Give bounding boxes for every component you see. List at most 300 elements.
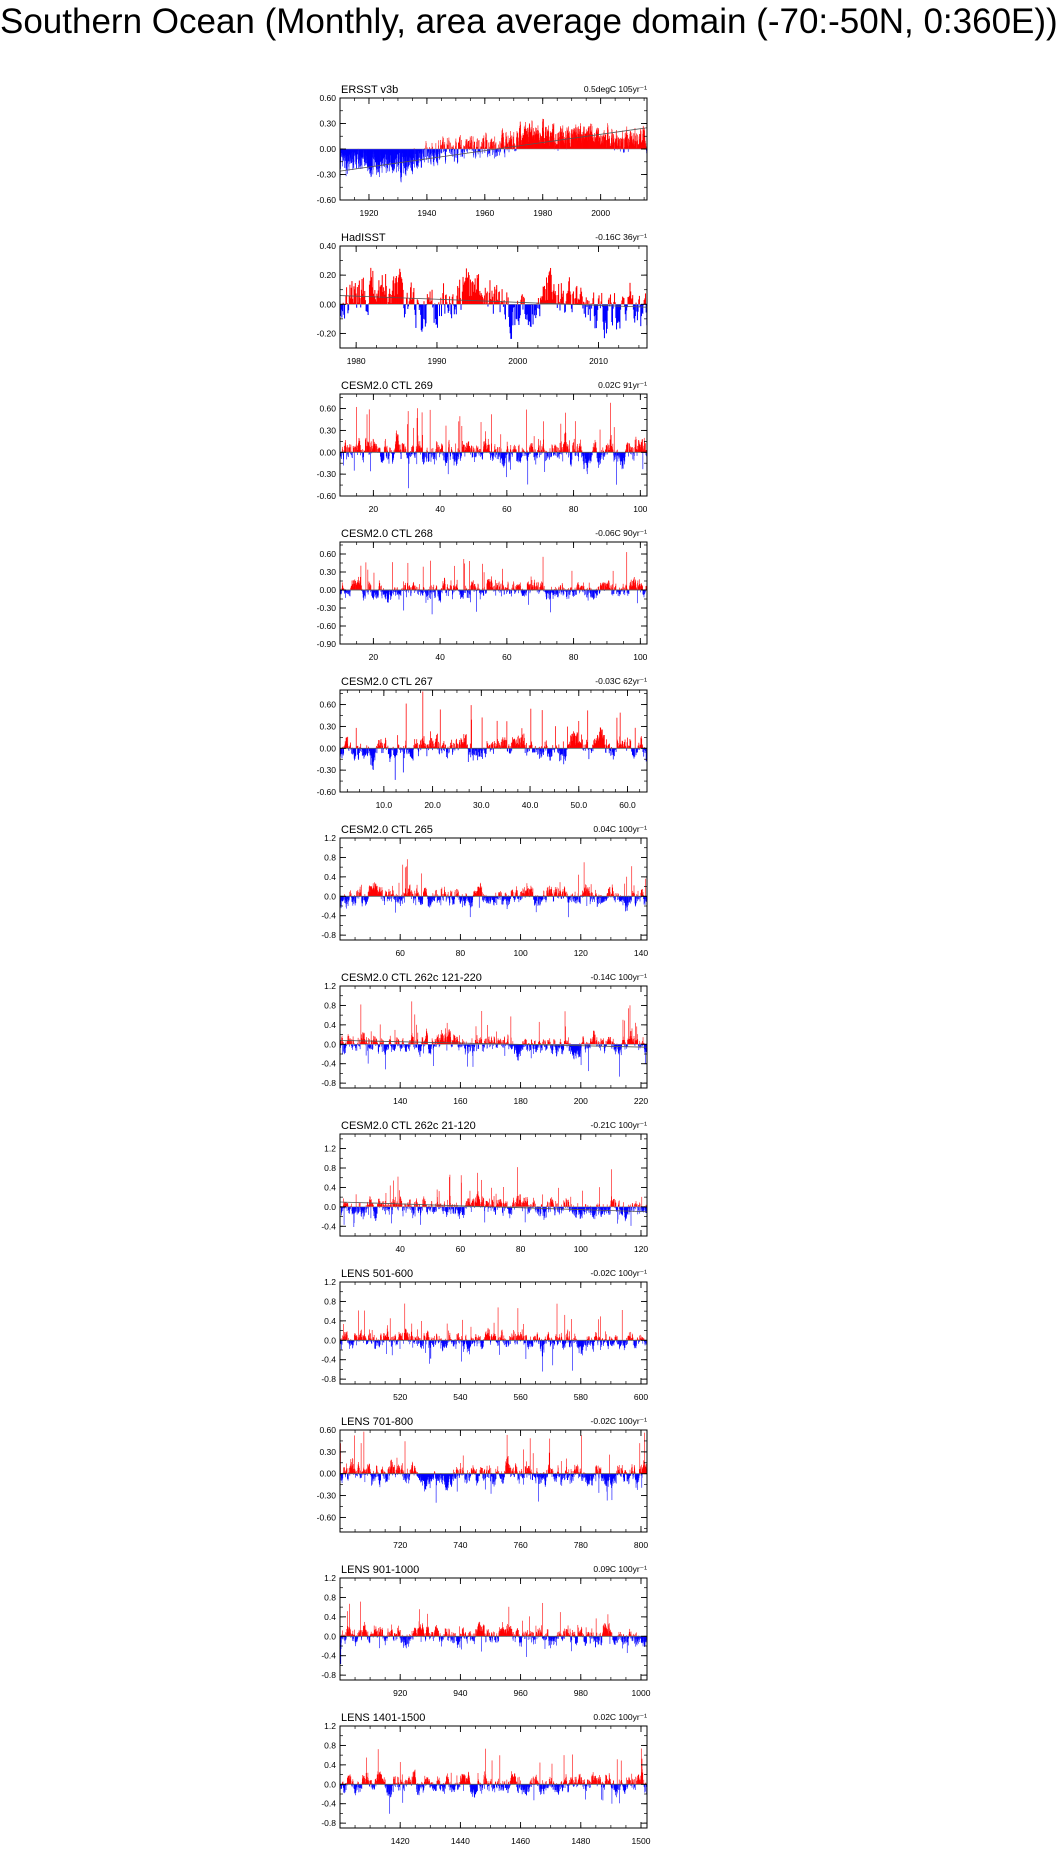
data-bar: [434, 452, 435, 464]
data-bar: [623, 138, 624, 149]
data-bar: [482, 717, 483, 748]
data-bar: [440, 449, 441, 452]
data-bar: [607, 304, 608, 310]
data-bar: [500, 590, 501, 593]
data-bar: [505, 149, 506, 157]
data-bar: [356, 728, 357, 748]
data-bar: [423, 304, 424, 319]
data-bar: [533, 304, 534, 324]
data-bar: [342, 748, 343, 754]
data-bar: [516, 304, 517, 319]
data-bar: [413, 748, 414, 760]
data-bar: [584, 304, 585, 313]
data-bar: [501, 449, 502, 453]
data-bar: [389, 590, 390, 595]
data-bar: [599, 586, 600, 590]
data-bar: [464, 149, 465, 152]
data-bar: [420, 741, 421, 749]
data-bar: [358, 892, 359, 896]
data-bar: [411, 447, 412, 452]
data-bar: [516, 449, 517, 452]
data-bar: [506, 292, 507, 304]
y-tick-label: -0.20: [316, 328, 336, 339]
data-bar: [441, 304, 442, 316]
data-bar: [539, 748, 540, 758]
data-bar: [518, 586, 519, 590]
data-bar: [579, 444, 580, 453]
data-bar: [487, 140, 488, 149]
x-tick-label: 1980: [533, 208, 553, 218]
data-bar: [584, 745, 585, 749]
data-bar: [578, 452, 579, 461]
data-bar: [432, 452, 433, 455]
data-bar: [498, 741, 499, 748]
data-bar: [522, 450, 523, 453]
data-bar: [487, 292, 488, 305]
data-bar: [399, 445, 400, 453]
panel-1: [317, 232, 648, 366]
data-bar: [563, 590, 564, 593]
data-bar: [624, 590, 625, 595]
y-tick-label: -0.60: [316, 491, 336, 501]
data-bar: [455, 149, 456, 158]
data-bar: [379, 448, 380, 452]
data-bar: [553, 452, 554, 456]
data-bar: [529, 447, 530, 452]
data-bar: [481, 748, 482, 753]
data-bar: [614, 143, 615, 149]
data-bar: [360, 445, 361, 452]
data-bar: [474, 452, 475, 462]
data-bar: [479, 452, 480, 455]
data-bar: [536, 583, 537, 590]
data-bar: [537, 586, 538, 590]
data-bar: [555, 590, 556, 596]
data-bar: [461, 140, 462, 149]
data-bar: [370, 452, 371, 471]
data-bar: [451, 586, 452, 590]
data-bar: [519, 445, 520, 453]
data-bar: [467, 745, 468, 749]
data-bar: [472, 449, 473, 452]
data-bar: [445, 745, 446, 748]
data-bar: [477, 147, 478, 149]
x-tick-label: 1980: [346, 356, 366, 366]
data-bar: [439, 447, 440, 453]
data-bar: [468, 748, 469, 762]
panel-4: [317, 676, 648, 810]
data-bar: [589, 590, 590, 593]
data-bar: [628, 443, 629, 452]
data-bar: [351, 445, 352, 453]
data-bar: [500, 745, 501, 748]
data-bar: [576, 590, 577, 595]
data-bar: [392, 562, 393, 590]
data-bar: [616, 590, 617, 594]
data-bar: [535, 452, 536, 456]
data-bar: [475, 584, 476, 590]
data-bar: [439, 748, 440, 754]
data-bar: [461, 452, 462, 456]
data-bar: [466, 443, 467, 452]
data-bar: [406, 590, 407, 597]
data-bar: [368, 443, 369, 452]
data-bar: [576, 286, 577, 304]
data-bar: [562, 447, 563, 452]
data-bar: [614, 427, 615, 452]
panel-title: HadISST: [341, 232, 386, 244]
data-bar: [403, 581, 404, 590]
data-bar: [554, 446, 555, 452]
data-bar: [643, 748, 644, 752]
data-bar: [606, 446, 607, 453]
y-tick-label: -0.60: [316, 787, 336, 797]
data-bar: [479, 590, 480, 593]
data-bar: [389, 452, 390, 456]
data-bar: [479, 140, 480, 149]
data-bar: [492, 742, 493, 748]
data-bar: [572, 304, 573, 312]
data-bar: [565, 304, 566, 311]
data-bar: [375, 748, 376, 760]
data-bar: [508, 583, 509, 590]
data-bar: [400, 449, 401, 452]
data-bar: [592, 745, 593, 749]
data-bar: [361, 586, 362, 590]
data-bar: [376, 590, 377, 599]
data-bar: [577, 452, 578, 456]
data-bar: [398, 745, 399, 748]
data-bar: [526, 743, 527, 748]
data-bar: [356, 407, 357, 452]
data-bar: [563, 748, 564, 756]
data-bar: [566, 442, 567, 452]
data-bar: [355, 294, 356, 305]
data-bar: [493, 142, 494, 149]
data-bar: [545, 452, 546, 461]
data-bar: [469, 561, 470, 590]
data-bar: [359, 748, 360, 753]
data-bar: [443, 138, 444, 149]
data-bar: [532, 745, 533, 748]
data-bar: [628, 149, 629, 152]
data-bar: [489, 147, 490, 149]
data-bar: [363, 590, 364, 598]
data-bar: [377, 748, 378, 753]
data-bar: [342, 447, 343, 452]
data-bar: [570, 295, 571, 305]
data-bar: [382, 890, 383, 896]
panel-annotation: 0.5degC 105yr⁻¹: [583, 84, 647, 94]
data-bar: [454, 744, 455, 749]
data-bar: [473, 586, 474, 591]
data-bar: [433, 448, 434, 452]
data-bar: [355, 748, 356, 755]
x-tick-label: 20: [368, 652, 379, 662]
data-bar: [477, 447, 478, 453]
data-bar: [450, 586, 451, 590]
data-bar: [384, 452, 385, 459]
data-bar: [406, 704, 407, 749]
data-bar: [528, 581, 529, 590]
data-bar: [355, 447, 356, 452]
data-bar: [369, 446, 370, 453]
x-tick-label: 20: [368, 504, 379, 514]
data-bar: [440, 590, 441, 601]
data-bar: [430, 561, 431, 590]
data-bar: [547, 452, 548, 456]
data-bar: [360, 298, 361, 304]
data-bar: [356, 896, 357, 903]
data-bar: [575, 452, 576, 455]
data-bar: [415, 304, 416, 328]
data-bar: [450, 143, 451, 149]
data-bar: [381, 896, 382, 899]
data-bar: [442, 446, 443, 452]
data-bar: [521, 452, 522, 457]
data-bar: [416, 587, 417, 590]
data-bar: [438, 447, 439, 452]
data-bar: [412, 446, 413, 453]
data-bar: [584, 452, 585, 463]
data-bar: [395, 590, 396, 596]
data-bar: [356, 304, 357, 307]
x-tick-label: 20.0: [424, 800, 441, 810]
data-bar: [632, 295, 633, 304]
y-tick-label: 0.30: [319, 118, 336, 129]
data-bar: [572, 445, 573, 452]
data-bar: [431, 449, 432, 453]
data-bar: [413, 446, 414, 452]
y-tick-label: -0.30: [316, 765, 336, 776]
data-bar: [600, 304, 601, 308]
data-bar: [391, 590, 392, 596]
data-bar: [484, 748, 485, 753]
data-bar: [438, 742, 439, 748]
data-bar: [473, 446, 474, 452]
data-bar: [482, 452, 483, 458]
data-bar: [432, 742, 433, 749]
data-bar: [638, 304, 639, 311]
data-bar: [593, 748, 594, 751]
data-bar: [535, 748, 536, 752]
data-bar: [357, 287, 358, 304]
data-bar: [543, 557, 544, 590]
data-bar: [515, 590, 516, 594]
data-bar: [569, 744, 570, 748]
data-bar: [606, 745, 607, 748]
data-bar: [465, 452, 466, 456]
data-bar: [617, 452, 618, 455]
panel-annotation: 0.02C 91yr⁻¹: [598, 380, 647, 390]
data-bar: [470, 590, 471, 602]
data-bar: [512, 452, 513, 455]
data-bar: [566, 748, 567, 756]
data-bar: [445, 452, 446, 466]
data-bar: [386, 452, 387, 458]
data-bar: [609, 748, 610, 753]
data-bar: [447, 748, 448, 758]
data-bar: [519, 584, 520, 590]
data-bar: [626, 552, 627, 590]
data-bar: [413, 447, 414, 453]
data-bar: [432, 290, 433, 305]
data-bar: [351, 452, 352, 455]
data-bar: [587, 452, 588, 467]
data-bar: [504, 587, 505, 590]
data-bar: [587, 590, 588, 595]
data-bar: [609, 744, 610, 749]
data-bar: [586, 297, 587, 304]
data-bar: [642, 304, 643, 313]
data-bar: [632, 447, 633, 452]
data-bar: [616, 748, 617, 752]
data-bar: [515, 450, 516, 453]
data-bar: [510, 452, 511, 459]
data-bar: [378, 590, 379, 595]
data-bar: [449, 149, 450, 153]
data-bar: [541, 748, 542, 756]
data-bar: [522, 452, 523, 456]
data-bar: [428, 452, 429, 461]
data-bar: [536, 304, 537, 315]
data-bar: [532, 587, 533, 590]
data-bar: [481, 422, 482, 452]
data-bar: [440, 140, 441, 149]
data-bar: [559, 304, 560, 310]
data-bar: [574, 590, 575, 596]
data-bar: [449, 296, 450, 304]
data-bar: [456, 304, 457, 314]
data-bar: [344, 304, 345, 318]
data-bar: [367, 748, 368, 756]
data-bar: [418, 587, 419, 590]
data-bar: [527, 452, 528, 460]
data-bar: [364, 590, 365, 596]
data-bar: [604, 452, 605, 456]
data-bar: [466, 734, 467, 748]
data-bar: [563, 741, 564, 748]
data-bar: [605, 745, 606, 749]
data-bar: [448, 590, 449, 596]
data-bar: [357, 452, 358, 455]
data-bar: [393, 452, 394, 458]
data-bar: [615, 586, 616, 590]
data-bar: [498, 149, 499, 152]
data-bar: [500, 142, 501, 149]
data-bar: [442, 748, 443, 753]
data-bar: [417, 743, 418, 748]
data-bar: [569, 590, 570, 599]
data-bar: [525, 748, 526, 753]
data-bar: [500, 452, 501, 459]
data-bar: [460, 745, 461, 749]
data-bar: [539, 587, 540, 590]
data-bar: [485, 288, 486, 305]
data-bar: [568, 450, 569, 453]
data-bar: [551, 452, 552, 456]
data-bar: [520, 586, 521, 590]
data-bar: [457, 744, 458, 748]
data-bar: [445, 584, 446, 590]
data-bar: [611, 587, 612, 590]
data-bar: [518, 446, 519, 452]
data-bar: [426, 304, 427, 323]
data-bar: [464, 563, 465, 590]
data-bar: [465, 146, 466, 149]
data-bar: [380, 448, 381, 452]
data-bar: [358, 748, 359, 760]
data-bar: [416, 452, 417, 464]
data-bar: [474, 748, 475, 754]
data-bar: [511, 590, 512, 593]
data-bar: [460, 416, 461, 452]
data-bar: [452, 745, 453, 748]
data-bar: [463, 145, 464, 149]
data-bar: [493, 748, 494, 754]
data-bar: [568, 452, 569, 457]
data-bar: [348, 304, 349, 310]
data-bar: [492, 452, 493, 461]
data-bar: [405, 583, 406, 590]
data-bar: [397, 590, 398, 595]
data-bar: [529, 745, 530, 748]
data-bar: [510, 452, 511, 469]
plot-frame: [340, 394, 647, 496]
data-bar: [510, 449, 511, 452]
data-bar: [637, 590, 638, 603]
data-bar: [495, 580, 496, 590]
y-tick-label: -0.60: [316, 621, 336, 631]
data-bar: [534, 748, 535, 752]
data-bar: [585, 304, 586, 317]
data-bar: [519, 452, 520, 462]
data-bar: [602, 584, 603, 590]
data-bar: [452, 748, 453, 752]
data-bar: [577, 444, 578, 452]
x-tick-label: 100: [633, 652, 648, 662]
data-bar: [476, 748, 477, 755]
data-bar: [386, 447, 387, 453]
data-bar: [645, 293, 646, 304]
data-bar: [499, 292, 500, 305]
panel-0: [317, 84, 648, 218]
data-bar: [440, 298, 441, 305]
data-bar: [446, 149, 447, 152]
data-bar: [558, 744, 559, 748]
data-bar: [403, 748, 404, 772]
x-tick-label: 60: [502, 504, 512, 514]
data-bar: [397, 748, 398, 752]
data-bar: [408, 452, 409, 458]
data-bar: [634, 748, 635, 758]
data-bar: [576, 452, 577, 455]
data-bar: [444, 741, 445, 748]
data-bar: [620, 304, 621, 309]
data-bar: [407, 748, 408, 754]
data-bar: [453, 743, 454, 748]
data-bar: [555, 444, 556, 452]
data-bar: [535, 449, 536, 452]
x-tick-label: 80: [568, 652, 579, 662]
data-bar: [408, 748, 409, 753]
panel-3: [317, 528, 648, 662]
data-bar: [554, 590, 555, 594]
data-bar: [537, 304, 538, 308]
data-bar: [435, 149, 436, 154]
data-bar: [575, 452, 576, 456]
data-bar: [381, 742, 382, 748]
